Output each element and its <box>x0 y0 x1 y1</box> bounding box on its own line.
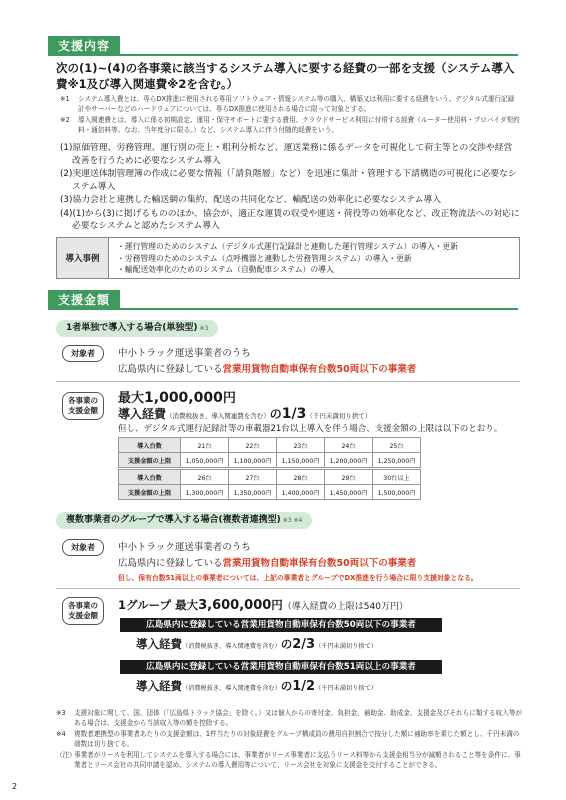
section-header-support-content <box>48 36 518 56</box>
example-label: 導入事例 <box>57 238 109 278</box>
fraction-value: 1/3 <box>281 406 307 422</box>
amount-tag-line: 支援金額 <box>68 406 98 415</box>
divider <box>56 381 520 382</box>
section-rule <box>48 54 518 56</box>
example-box <box>56 237 520 279</box>
fraction-prefix: 導入経費 <box>136 637 182 651</box>
list-item: (2)実運送体制管理簿の作成に必要な情報（「請負階層」など）を迅速に集計・管理する下請構造の可視化に必要なシステム導入 <box>60 169 517 192</box>
fraction-line-1-2 <box>136 678 377 694</box>
note-mark: ※1 <box>60 95 70 103</box>
example-item: ・輸配送効率化のためのシステム（自動配車システム）の導入 <box>117 265 334 274</box>
note-1 <box>60 94 520 114</box>
table-cell: 23台 <box>277 438 325 453</box>
section-header-support-amount <box>48 290 518 310</box>
fraction-value: 1/2 <box>292 679 316 694</box>
max-prefix: 1グループ 最大 <box>118 598 199 612</box>
lead-text: 次の(1)~(4)の各事業に該当するシステム導入に要する経費の一部を支援（システム導入費※1及び導入関連費※2を含む。） <box>56 61 515 91</box>
table-cell: 21台 <box>181 438 229 453</box>
table-cell: 1,250,000円 <box>373 453 421 468</box>
table-cell: 1,150,000円 <box>277 453 325 468</box>
amount-tag <box>62 597 104 625</box>
pill-label: 1者単独で導入する場合(単独型) <box>66 323 198 333</box>
category-band-51-or-more: 広島県内に登録している営業用貨物自動車保有台数51両以上の事業者 <box>120 660 442 674</box>
max-amount-line <box>118 387 236 406</box>
max-amount: 3,600,000 <box>198 598 272 613</box>
table-row <box>119 438 421 453</box>
pill-note-mark: ※3 <box>199 325 209 332</box>
footnote-lease <box>56 750 522 770</box>
target-highlight: 営業用貨物自動車保有台数50両以下の事業者 <box>222 558 417 569</box>
target-note: 但し、保有台数51両以上の事業者については、上記の事業者とグループでDX推進を行う場合に限り支援対象となる。 <box>118 574 478 582</box>
pill-label: 複数事業者のグループで導入する場合(複数者連携型) <box>66 515 281 525</box>
note-mark: ※2 <box>60 116 70 124</box>
single-type-pill <box>56 320 218 337</box>
fraction-note: （消費税抜き、導入関連費を含む） <box>182 685 281 692</box>
pill-note-mark: ※3 ※4 <box>282 517 303 524</box>
section-title: 支援内容 <box>48 36 120 56</box>
eligible-items-list <box>60 142 520 234</box>
table-cell: 1,050,000円 <box>181 453 229 468</box>
fraction-mid: の <box>280 637 293 651</box>
table-cell: 1,400,000円 <box>277 485 325 500</box>
target-highlight: 営業用貨物自動車保有台数50両以下の事業者 <box>222 364 417 375</box>
footnote-4 <box>56 729 522 749</box>
max-unit: 円 <box>271 598 283 612</box>
target-prefix: 広島県内に登録している <box>118 558 223 569</box>
category-band-50-or-less: 広島県内に登録している営業用貨物自動車保有台数50両以下の事業者 <box>120 618 442 632</box>
note-2 <box>60 115 520 135</box>
max-prefix: 最大 <box>118 391 145 406</box>
table-cell: 1,450,000円 <box>325 485 373 500</box>
table-cell: 30台以上 <box>373 470 421 485</box>
note-mark: （注） <box>56 751 76 759</box>
table-header: 支援金額の上限 <box>119 485 181 500</box>
proviso-text: 但し、デジタル式運行記録計等の車載器21台以上導入を伴う場合、支援金額の上限は以下のとおり。 <box>118 424 503 434</box>
limit-table-2 <box>118 469 421 500</box>
list-item: (1)原価管理、労務管理、運行別の売上・粗利分析など、運送業務に係るデータを可視化して荷主等との交渉や経営改善を行うために必要なシステム導入 <box>60 143 513 166</box>
note-text: 導入関連費とは、導入に係る初期設定、運用・保守サポートに要する費用、クラウドサービス利用に付帯する経費（ルーター使用料・プロバイダ契約料・通信料等。なお、当年度分に限る。）など、システム導入に伴う付随的経費をいう。 <box>78 116 520 134</box>
note-mark: ※4 <box>56 730 66 738</box>
note-text: システム導入費とは、専らDX推進に使用される専用ソフトウェア・情報システム等の購入、構築又は利用に要する経費をいう。デジタル式運行記録計やサーバーなどのハードウェアについては、専らDX推進に使用される場合に限って対象とする。 <box>78 95 515 113</box>
page-number: 2 <box>12 782 18 791</box>
table-cell: 1,350,000円 <box>229 485 277 500</box>
target-line-1: 中小トラック運送事業者のうち <box>118 542 251 553</box>
table-cell: 1,200,000円 <box>325 453 373 468</box>
note-mark: ※3 <box>56 709 66 717</box>
fraction-prefix: 導入経費 <box>136 679 182 693</box>
fraction-trunc: （千円未満切り捨て） <box>306 412 372 420</box>
table-header: 支援金額の上限 <box>119 453 181 468</box>
example-list <box>117 241 458 276</box>
table-row <box>119 485 421 500</box>
target-line-2 <box>118 555 416 569</box>
table-cell: 24台 <box>325 438 373 453</box>
list-item: (3)協力会社と連携した輸送網の集約、配送の共同化など、輸配送の効率化に必要なシステム導入 <box>60 195 442 205</box>
group-type-pill <box>56 512 312 529</box>
table-row <box>119 470 421 485</box>
fraction-line <box>118 405 371 422</box>
table-cell: 1,300,000円 <box>181 485 229 500</box>
target-tag: 対象者 <box>62 345 104 362</box>
fraction-prefix: 導入経費 <box>118 407 167 421</box>
section-title: 支援金額 <box>48 290 120 310</box>
table-cell: 29台 <box>325 470 373 485</box>
fraction-trunc: （千円未満切り捨て） <box>315 685 377 692</box>
fraction-note: （消費税抜き、導入関連費を含む） <box>182 643 281 650</box>
fraction-mid: の <box>269 407 282 421</box>
max-amount: 1,000,000 <box>144 390 223 406</box>
fraction-line-2-3 <box>136 636 377 652</box>
fraction-mid: の <box>280 679 293 693</box>
note-text: 複数者連携型の事業者あたりの支援金額は、1件当たりの対象経費をグループ構成員の費用自担割合で按分した額に補助率を乗じた額とし、千円未満の端数は切り捨てる。 <box>74 730 520 748</box>
fraction-note: （消費税抜き、導入関連費を含む） <box>166 412 270 420</box>
fraction-value: 2/3 <box>292 637 316 652</box>
fraction-trunc: （千円未満切り捨て） <box>315 643 377 650</box>
table-cell: 27台 <box>229 470 277 485</box>
note-text: 支援対象に関して、国、団体（「広島県トラック協会」を除く。）又は個人からの寄付金、負担金、補助金、助成金、支援金及びそれらに類する収入等がある場合は、支援金から当該収入等の額を控除する。 <box>74 709 522 727</box>
table-header: 導入台数 <box>119 470 181 485</box>
list-item: (4)(1)から(3)に掲げるもののほか、協会が、適正な運賃の収受や運送・荷役等の効率化など、改正物流法への対応に必要なシステムと認めたシステム導入 <box>60 208 520 231</box>
amount-tag-line: 各事業の <box>68 396 98 405</box>
target-line-1: 中小トラック運送事業者のうち <box>118 348 251 359</box>
amount-tag-line: 各事業の <box>68 601 98 610</box>
table-cell: 22台 <box>229 438 277 453</box>
table-cell: 28台 <box>277 470 325 485</box>
table-row <box>119 453 421 468</box>
amount-tag-line: 支援金額 <box>68 611 98 620</box>
example-item: ・労務管理のためのシステム（点呼機器と連動した労務管理システム）の導入・更新 <box>117 253 412 263</box>
table-cell: 26台 <box>181 470 229 485</box>
note-text: 事業者がリースを利用してシステムを導入する場合には、事業者がリース事業者に支払うリース料等から支援金相当分が減額されること等を条件に、事業者とリース会社の共同申請を認め、システムの導入費用等について、リース会社を対象に支援金を交付することができる。 <box>74 751 521 769</box>
max-note: （導入経費の上限は540万円） <box>282 602 408 612</box>
table-cell: 25台 <box>373 438 421 453</box>
table-header: 導入台数 <box>119 438 181 453</box>
footnote-3 <box>56 708 522 728</box>
amount-tag <box>62 392 104 420</box>
target-line-2 <box>118 361 416 375</box>
target-tag: 対象者 <box>62 539 104 556</box>
group-max-line <box>118 597 408 613</box>
target-prefix: 広島県内に登録している <box>118 364 223 375</box>
max-unit: 円 <box>222 391 236 406</box>
table-cell: 1,500,000円 <box>373 485 421 500</box>
table-cell: 1,100,000円 <box>229 453 277 468</box>
divider <box>56 588 520 589</box>
limit-table-1 <box>118 437 421 468</box>
example-item: ・運行管理のためのシステム（デジタル式運行記録計と連動した運行管理システム）の導入・更新 <box>117 242 459 251</box>
section-rule <box>48 308 518 310</box>
